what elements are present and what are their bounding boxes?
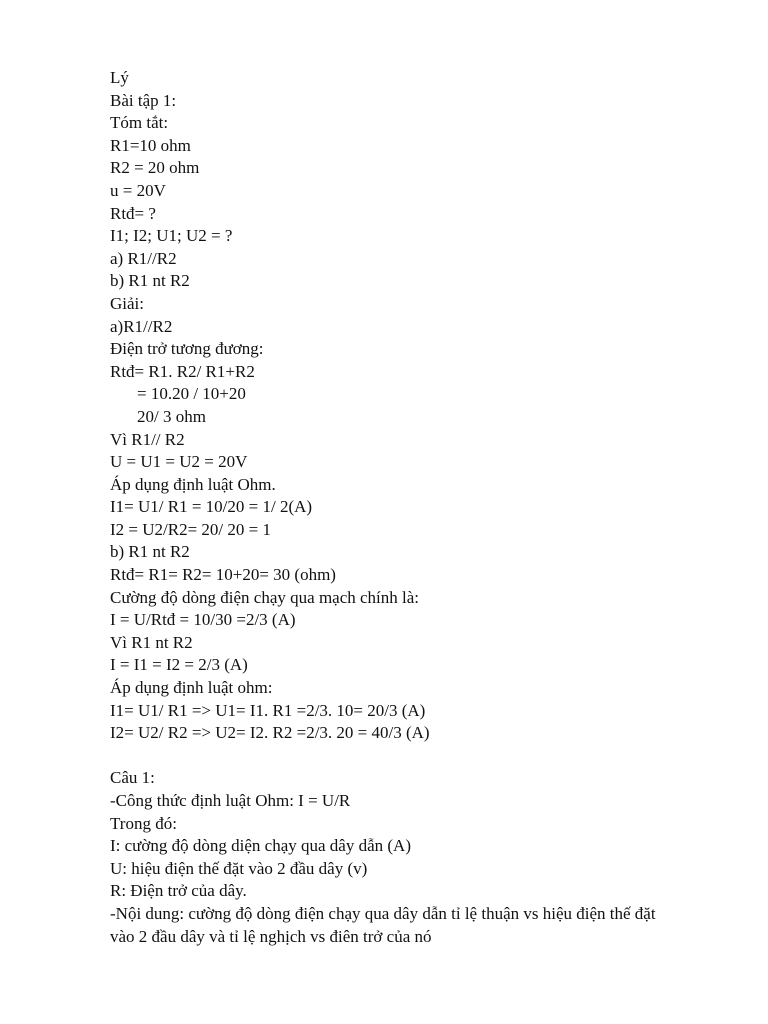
text-line: u = 20V: [110, 180, 166, 200]
text-line: Áp dụng định luật Ohm.: [110, 474, 276, 494]
question-heading: Câu 1:: [110, 768, 155, 788]
text-line-indented: 20/ 3 ohm: [137, 406, 206, 426]
document-body: [110, 67, 710, 948]
text-line: I1= U1/ R1 = 10/20 = 1/ 2(A): [110, 497, 313, 517]
text-line: I2 = U2/R2= 20/ 20 = 1: [110, 519, 271, 539]
text-line: U: hiệu điện thế đặt vào 2 đầu dây (v): [110, 858, 368, 878]
text-line: a)R1//R2: [110, 316, 173, 336]
text-line: vào 2 đầu dây và tỉ lệ nghịch vs điên trở của nó: [110, 926, 432, 946]
text-line: Áp dụng định luật ohm:: [110, 678, 273, 698]
text-line: a) R1//R2: [110, 248, 177, 268]
text-line: Trong đó:: [110, 813, 177, 833]
text-line: -Nội dung: cường độ dòng điện chạy qua dây dẫn tỉ lệ thuận vs hiệu điện thế đặt: [110, 903, 656, 923]
summary-heading: Tóm tắt:: [110, 113, 169, 133]
text-line: Rtđ= ?: [110, 203, 156, 223]
text-line-indented: = 10.20 / 10+20: [137, 384, 246, 404]
text-line: I1; I2; U1; U2 = ?: [110, 226, 233, 246]
blank-line: [110, 745, 710, 768]
text-line: I: cường độ dòng diện chạy qua dây dẫn (A): [110, 836, 411, 856]
text-line: Vì R1// R2: [110, 429, 185, 449]
text-line: I = U/Rtđ = 10/30 =2/3 (A): [110, 610, 296, 630]
text-line: I2= U2/ R2 => U2= I2. R2 =2/3. 20 = 40/3 (A): [110, 723, 430, 743]
text-line: R1=10 ohm: [110, 135, 191, 155]
text-line: I1= U1/ R1 => U1= I1. R1 =2/3. 10= 20/3 (A): [110, 700, 426, 720]
subject-title: Lý: [110, 68, 129, 87]
text-line: Vì R1 nt R2: [110, 632, 193, 652]
text-line: Cường độ dòng điện chạy qua mạch chính là:: [110, 587, 420, 607]
text-line: R: Điện trở của dây.: [110, 881, 247, 901]
text-line: b) R1 nt R2: [110, 271, 190, 291]
text-line: Rtđ= R1= R2= 10+20= 30 (ohm): [110, 565, 336, 585]
text-line: R2 = 20 ohm: [110, 158, 200, 178]
text-line: U = U1 = U2 = 20V: [110, 452, 248, 472]
exercise-heading: Bài tập 1:: [110, 90, 177, 110]
solution-heading: Giải:: [110, 293, 144, 313]
text-line: b) R1 nt R2: [110, 542, 190, 562]
text-line: -Công thức định luật Ohm: I = U/R: [110, 791, 351, 810]
text-line: Rtđ= R1. R2/ R1+R2: [110, 361, 255, 381]
text-line: I = I1 = I2 = 2/3 (A): [110, 655, 248, 675]
text-line: Điện trở tương đương:: [110, 339, 264, 359]
